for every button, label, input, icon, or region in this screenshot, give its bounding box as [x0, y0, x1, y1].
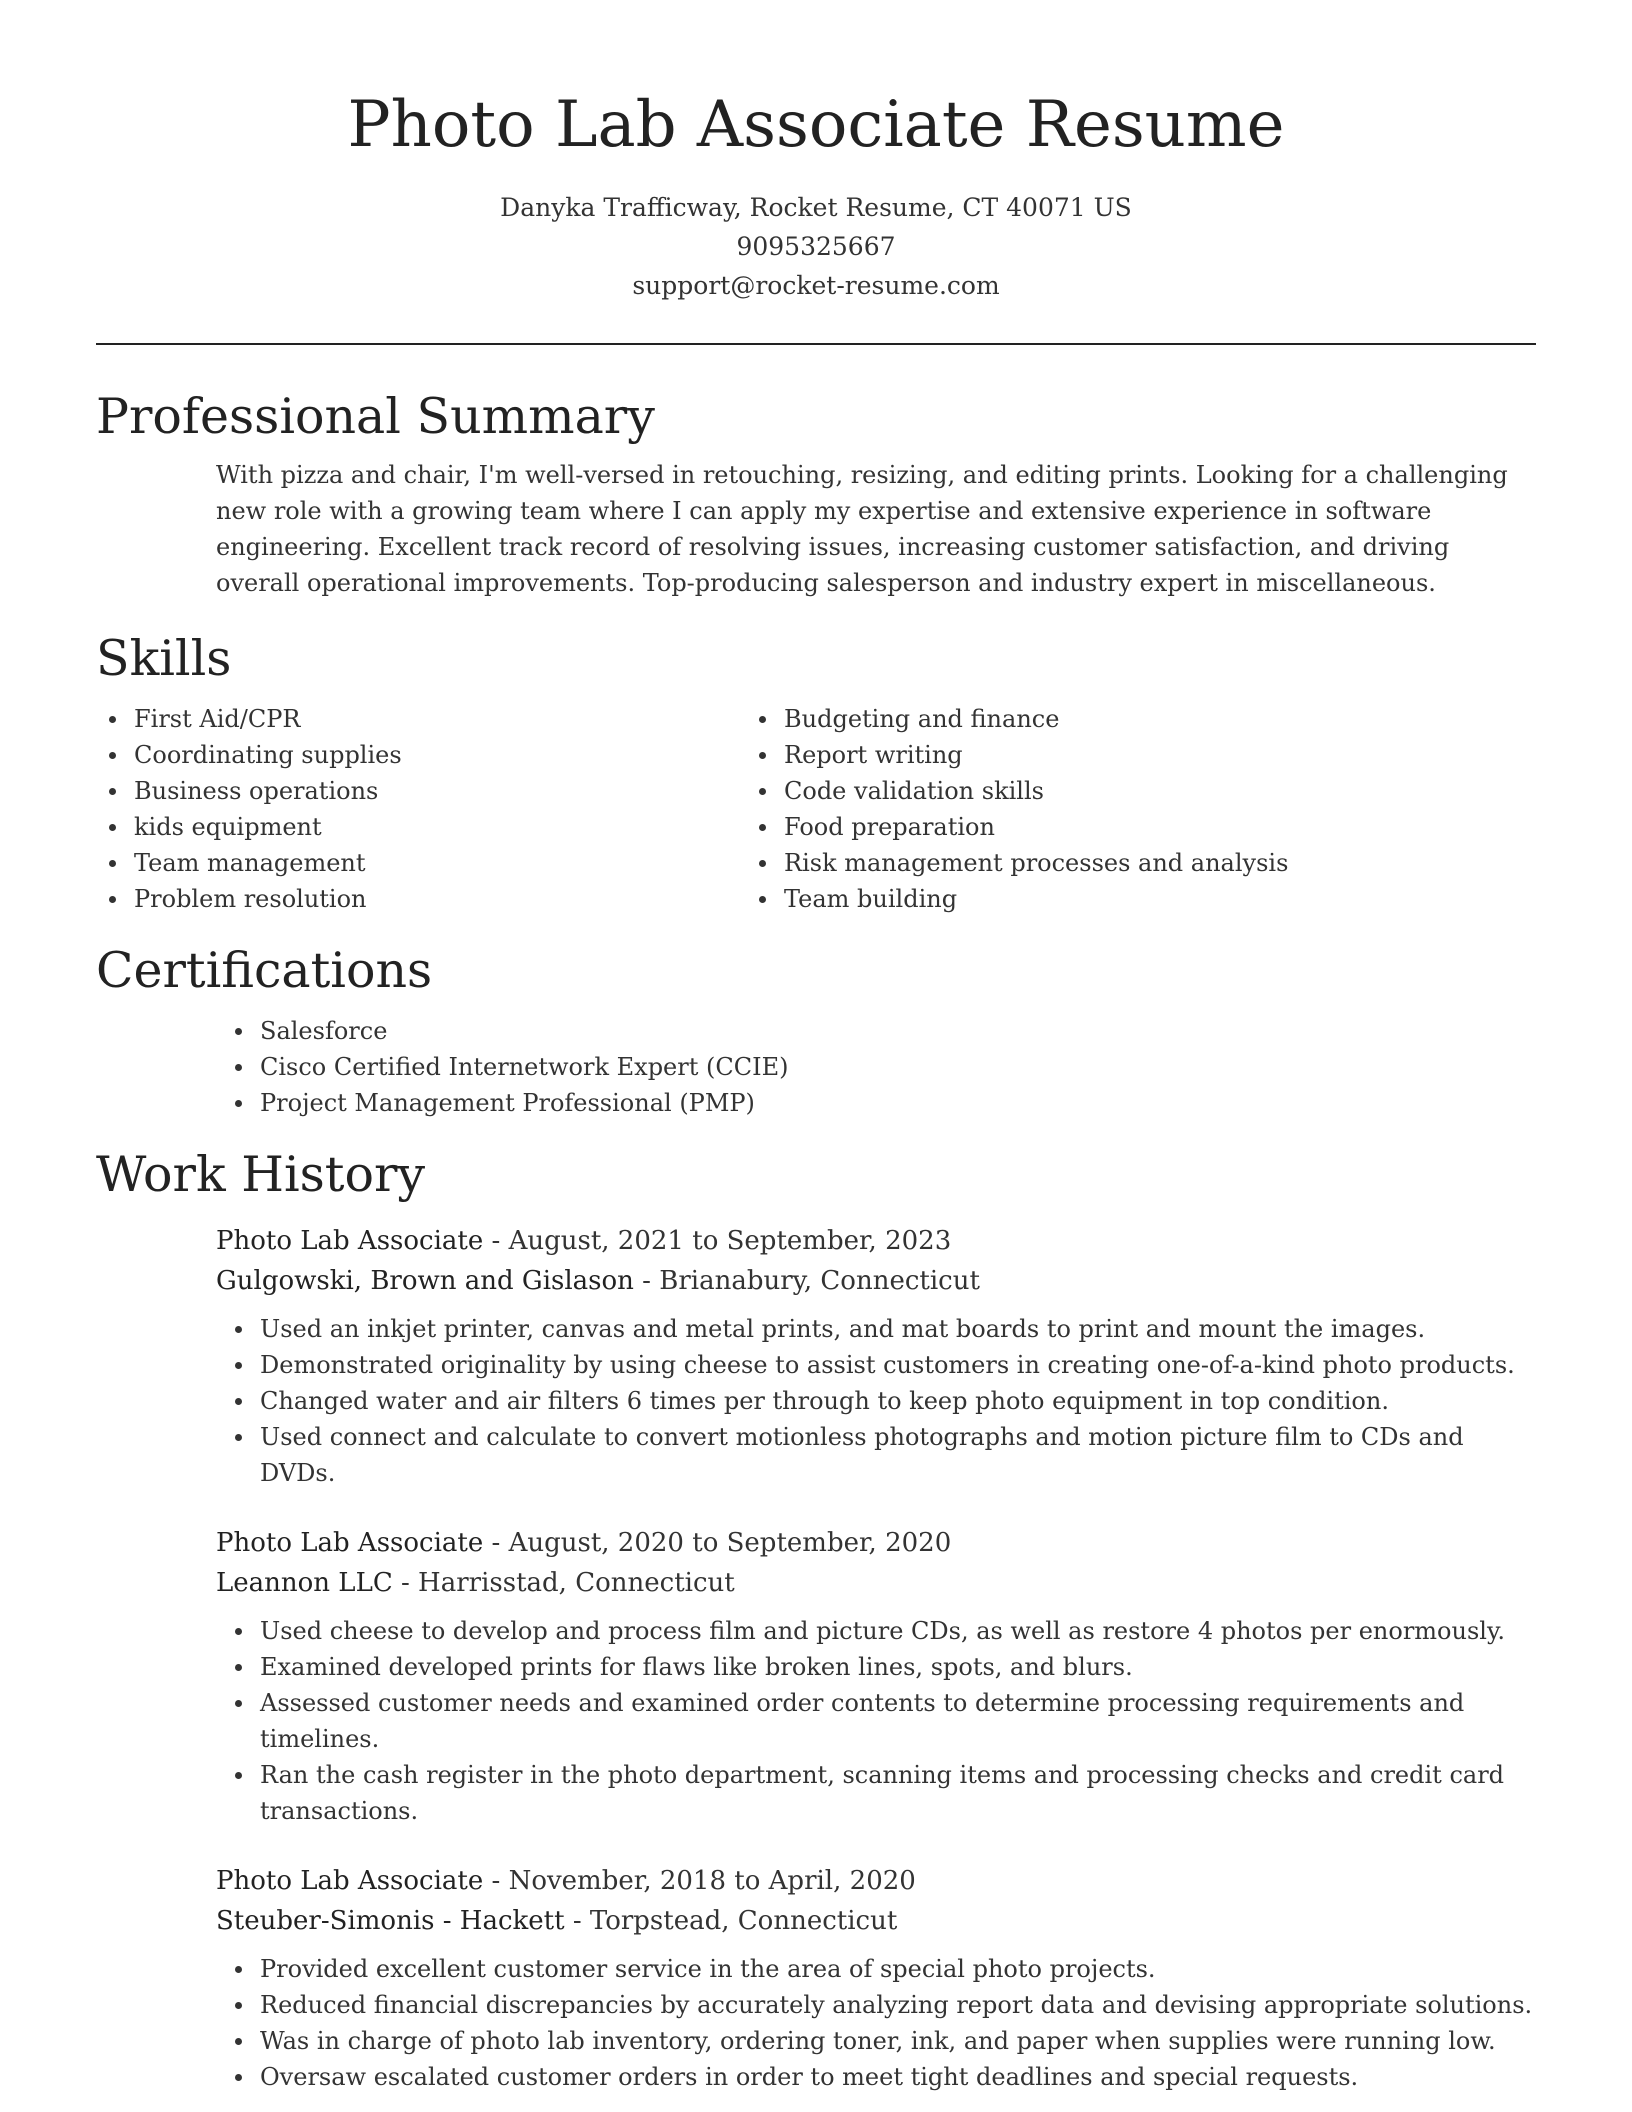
- job-entry: [216, 1221, 1536, 1491]
- work-history-heading: Work History: [96, 1146, 426, 1203]
- job-bullet: Used cheese to develop and process film and picture CDs, as well as restore 4 photos per enormously.: [222, 1613, 1536, 1649]
- skill-item: First Aid/CPR: [96, 701, 746, 737]
- skill-item: Team management: [96, 845, 746, 881]
- skill-item: kids equipment: [96, 809, 746, 845]
- job-bullet: Examined developed prints for flaws like broken lines, spots, and blurs.: [222, 1649, 1536, 1685]
- job-bullets: [222, 1951, 1536, 2095]
- skill-item: Business operations: [96, 773, 746, 809]
- skill-item: Risk management processes and analysis: [746, 845, 1406, 881]
- job-bullet: Demonstrated originality by using cheese to assist customers in creating one-of-a-kind photo products.: [222, 1347, 1536, 1383]
- job-bullet: Provided excellent customer service in the area of special photo projects.: [222, 1951, 1536, 1987]
- skill-item: Coordinating supplies: [96, 737, 746, 773]
- contact-address: Danyka Trafficway, Rocket Resume, CT 40071 US: [500, 193, 1132, 222]
- job-title: Photo Lab Associate: [216, 1528, 484, 1558]
- job-bullet: Used an inkjet printer, canvas and metal prints, and mat boards to print and mount the images.: [222, 1311, 1536, 1347]
- job-bullet: Reduced financial discrepancies by accurately analyzing report data and devising appropriate solutions.: [222, 1987, 1536, 2023]
- certifications-list: [222, 1013, 1536, 1121]
- certification-item: Salesforce: [222, 1013, 1536, 1049]
- job-company: Gulgowski, Brown and Gislason: [216, 1266, 634, 1296]
- job-bullet: Used connect and calculate to convert motionless photographs and motion picture film to CDs and DVDs.: [222, 1419, 1536, 1491]
- job-title-line: [216, 1861, 1536, 1901]
- job-title-line: [216, 1523, 1536, 1563]
- job-location: - Harrisstad, Connecticut: [392, 1568, 735, 1598]
- summary-heading: Professional Summary: [96, 388, 655, 445]
- job-location: - Brianabury, Connecticut: [633, 1266, 980, 1296]
- job-location: - Torpstead, Connecticut: [564, 1906, 898, 1936]
- skill-item: Food preparation: [746, 809, 1406, 845]
- job-bullets: [222, 1311, 1536, 1491]
- header-divider: [96, 343, 1536, 345]
- skills-columns: [96, 701, 1536, 917]
- skill-item: Problem resolution: [96, 881, 746, 917]
- certification-item: Cisco Certified Internetwork Expert (CCIE): [222, 1049, 1536, 1085]
- job-bullet: Assessed customer needs and examined order contents to determine processing requirements and timelines.: [222, 1685, 1536, 1757]
- skills-heading: Skills: [96, 630, 232, 687]
- job-bullets: [222, 1613, 1536, 1829]
- job-bullet: Ran the cash register in the photo department, scanning items and processing checks and credit card transactions.: [222, 1757, 1536, 1829]
- skills-list-right: [746, 701, 1406, 917]
- job-dates: - August, 2021 to September, 2023: [483, 1226, 952, 1256]
- job-company: Leannon LLC: [216, 1568, 393, 1598]
- contact-phone: 9095325667: [736, 232, 896, 261]
- summary-text: With pizza and chair, I'm well-versed in retouching, resizing, and editing prints. Looking for a challenging new role with a growing team where I can apply my expertise and extensive experience in software engineering. Excellent track record of resolving issues, increasing customer satisfaction, and driving overall operational improvements. Top-producing salesperson and industry expert in miscellaneous.: [216, 461, 1508, 597]
- certification-item: Project Management Professional (PMP): [222, 1085, 1536, 1121]
- job-title: Photo Lab Associate: [216, 1226, 484, 1256]
- resume-title: Photo Lab Associate Resume: [347, 88, 1285, 162]
- job-entry: [216, 1861, 1536, 2095]
- job-title-line: [216, 1221, 1536, 1261]
- skill-item: Code validation skills: [746, 773, 1406, 809]
- skill-item: Budgeting and finance: [746, 701, 1406, 737]
- certifications-heading: Certifications: [96, 942, 433, 999]
- job-bullet: Was in charge of photo lab inventory, ordering toner, ink, and paper when supplies were running low.: [222, 2023, 1536, 2059]
- job-dates: - August, 2020 to September, 2020: [483, 1528, 952, 1558]
- contact-email: support@rocket-resume.com: [632, 271, 1000, 300]
- job-bullet: Oversaw escalated customer orders in order to meet tight deadlines and special requests.: [222, 2059, 1536, 2095]
- resume-page: [96, 0, 1536, 2095]
- skill-item: Team building: [746, 881, 1406, 917]
- job-entry: [216, 1523, 1536, 1829]
- job-title: Photo Lab Associate: [216, 1866, 484, 1896]
- job-dates: - November, 2018 to April, 2020: [483, 1866, 916, 1896]
- job-company-line: [216, 1563, 1536, 1603]
- job-bullet: Changed water and air filters 6 times per through to keep photo equipment in top condition.: [222, 1383, 1536, 1419]
- job-company-line: [216, 1901, 1536, 1941]
- job-company: Steuber-Simonis - Hackett: [216, 1906, 565, 1936]
- skills-list-left: [96, 701, 746, 917]
- contact-block: [96, 188, 1536, 305]
- skill-item: Report writing: [746, 737, 1406, 773]
- job-company-line: [216, 1261, 1536, 1301]
